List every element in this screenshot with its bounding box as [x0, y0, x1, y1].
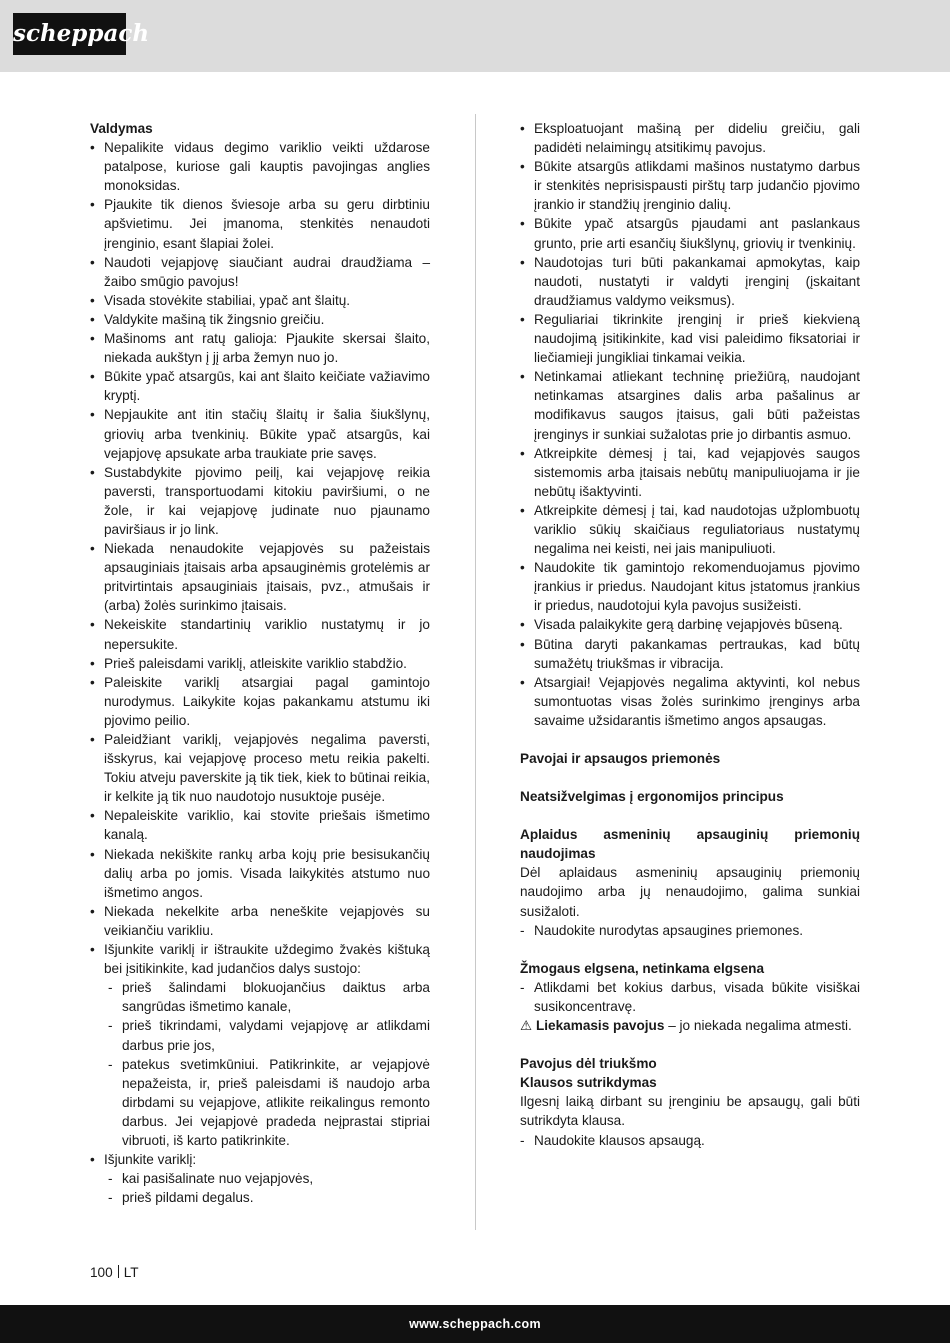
- list-item: • Paleidžiant variklį, vejapjovės negalima paversti, išskyrus, kai vejapjovę proceso metu reikia pakelti. Tokiu atveju paverskite ją tik tiek, kiek to būtinai reikia, ir kelkite ją tik nuo naudotojo nusuktoje pusėje.: [90, 730, 430, 806]
- section-heading-operation: Valdymas: [90, 121, 153, 136]
- residual-risk-text: – jo niekada negalima atmesti.: [664, 1018, 852, 1034]
- behavior-list: [520, 978, 860, 1016]
- list-item: • Atkreipkite dėmesį į tai, kad vejapjovės saugos sistemomis arba įtaisais nebūtų manipuliuojama ir jie nebūtų išaktyvinti.: [520, 444, 860, 501]
- list-item: • Naudoti vejapjovę siaučiant audrai draudžiama – žaibo smūgio pavojus!: [90, 253, 430, 291]
- heading-hazards: Pavojai ir apsaugos priemonės: [520, 751, 721, 766]
- list-item: • Naudotojas turi būti pakankamai apmokytas, kaip naudoti, nustatyti ir valdyti įrenginį (įskaitant draudžiamus valdymo veiksmus).: [520, 253, 860, 310]
- stop-engine-sublist: [104, 978, 430, 1150]
- list-item: • Būkite atsargūs atlikdami mašinos nustatymo darbus ir stenkitės neprisispausti pirštų tarp judančio pjovimo įrankio ir standžių įrenginio dalių.: [520, 157, 860, 214]
- list-item: • Niekada nekelkite arba neneškite vejapjovės su veikiančiu varikliu.: [90, 902, 430, 940]
- list-item: • Visada palaikykite gerą darbinę vejapjovės būseną.: [520, 615, 860, 634]
- engine-off-sublist: [104, 1169, 430, 1207]
- list-item-text: • Išjunkite variklį:: [104, 1152, 197, 1168]
- list-item: • Niekada nekiškite rankų arba kojų prie besisukančių dalių arba po jomis. Visada laikykitės atstumo nuo išmetimo angos.: [90, 845, 430, 902]
- list-item: • Atsargiai! Vejapjovės negalima aktyvinti, kol nebus sumontuotas visas žolės surinkimo įrenginys arba savaime užsidarantis išmetimo angos apsaugas.: [520, 673, 860, 730]
- list-item: • Eksploatuojant mašiną per dideliu greičiu, gali padidėti nelaimingų atsitikimų pavojus.: [520, 119, 860, 157]
- list-item-text: • Išjunkite variklį ir ištraukite uždegimo žvakės kištuką bei įsitikinkite, kad judančios dalys sustojo:: [104, 942, 430, 977]
- sub-list-item: - prieš pildami degalus.: [108, 1188, 430, 1207]
- list-item-engine-off: [90, 1150, 430, 1207]
- scheppach-logo: scheppach: [13, 13, 126, 55]
- header-bar: [0, 0, 950, 72]
- heading-ergonomics: Neatsižvelgimas į ergonomijos principus: [520, 789, 784, 805]
- list-item: • Naudokite tik gamintojo rekomenduojamus pjovimo įrankius ir priedus. Naudojant kitus įstatomus įrankius ir priedus, naudotojui kyla pavojus susižeisti.: [520, 558, 860, 615]
- footer-separator: [118, 1265, 119, 1278]
- list-item: • Reguliariai tikrinkite įrenginį ir prieš kiekvieną naudojimą įsitikinkite, kad visi paleidimo fiksatoriai ir liečiamieji jungikliai tinkamai veikia.: [520, 310, 860, 367]
- list-item: • Prieš paleisdami variklį, atleiskite variklio stabdžio.: [90, 654, 430, 673]
- list-item: • Niekada nenaudokite vejapjovės su pažeistais apsauginiais įtaisais arba apsauginėmis grotelėmis ar pritvirtintais apsauginiais įtaisais, pvz., atmušais ir (arba) žolės surinkimo įtaisais.: [90, 539, 430, 615]
- heading-hearing: Klausos sutrikdymas: [520, 1075, 657, 1091]
- safety-list: [520, 119, 860, 730]
- language-code: LT: [123, 1265, 139, 1280]
- sub-list-item: - kai pasišalinate nuo vejapjovės,: [108, 1169, 430, 1188]
- dash-item: - Naudokite klausos apsaugą.: [520, 1131, 860, 1150]
- sub-list-item: - patekus svetimkūniui. Patikrinkite, ar vejapjovė nepažeista, ir, prieš paleisdami iš naudojo arba dirbdami su vejapjove, atlikite reikalingus remonto darbus. Jei vejapjovė pradeda neįprastai stipriai vibruoti, iš karto patikrinkite.: [108, 1055, 430, 1150]
- list-item: • Nekeiskite standartinių variklio nustatymų ir jo nepersukite.: [90, 615, 430, 653]
- list-item: • Valdykite mašiną tik žingsnio greičiu.: [90, 310, 430, 329]
- heading-noise: Pavojus dėl triukšmo: [520, 1056, 657, 1072]
- left-column: [90, 119, 430, 1207]
- heading-ppe: Aplaidus asmeninių apsauginių priemonių naudojimas: [520, 827, 860, 862]
- noise-list: [520, 1131, 860, 1150]
- list-item: • Nepalikite vidaus degimo variklio veikti uždarose patalpose, kuriose gali kauptis pavojingas anglies monoksidas.: [90, 138, 430, 195]
- list-item: • Nepaleiskite variklio, kai stovite priešais išmetimo kanalą.: [90, 806, 430, 844]
- sub-list-item: - prieš šalindami blokuojančius daiktus arba sangrūdas išmetimo kanale,: [108, 978, 430, 1016]
- list-item: • Būkite ypač atsargūs, kai ant šlaito keičiate važiavimo kryptį.: [90, 367, 430, 405]
- footer-bar: [0, 1305, 950, 1343]
- residual-risk-line: [520, 1016, 860, 1035]
- page-footer: [90, 1265, 139, 1280]
- heading-behavior: Žmogaus elgsena, netinkama elgsena: [520, 960, 765, 976]
- list-item: • Paleiskite variklį atsargiai pagal gamintojo nurodymus. Laikykite kojas pakankamu atstumu iki pjovimo peilio.: [90, 673, 430, 730]
- list-item: • Atkreipkite dėmesį į tai, kad naudotojas užplombuotų variklio sūkių skaičiaus reguliatoriaus nustatymų negalima nei keisti, nei jais manipuliuoti.: [520, 501, 860, 558]
- website-link[interactable]: www.scheppach.com: [409, 1317, 541, 1331]
- paragraph-ppe: Dėl aplaidaus asmeninių apsauginių priemonių naudojimo arba jų nenaudojimo, galima sunkiai susižaloti.: [520, 865, 860, 919]
- ppe-list: [520, 921, 860, 940]
- column-divider: [475, 114, 476, 1230]
- list-item: • Nepjaukite ant itin stačių šlaitų ir šalia šiukšlynų, griovių arba tvenkinių. Būkite ypač atsargūs, kai vejapjovę apsukate arba traukiate prie savęs.: [90, 405, 430, 462]
- operation-list: [90, 138, 430, 1207]
- page-number: 100: [90, 1265, 113, 1280]
- paragraph-noise: Ilgesnį laiką dirbant su įrenginiu be apsaugų, gali būti sutrikdyta klausa.: [520, 1094, 860, 1129]
- list-item: • Būkite ypač atsargūs pjaudami ant paslankaus grunto, prie arti esančių šiukšlynų, griovių ir tvenkinių.: [520, 214, 860, 252]
- list-item: • Mašinoms ant ratų galioja: Pjaukite skersai šlaito, niekada aukštyn į jį arba žemyn nuo jo.: [90, 329, 430, 367]
- residual-risk-label: Liekamasis pavojus: [535, 1018, 665, 1034]
- right-column: [520, 119, 860, 1150]
- list-item: • Visada stovėkite stabiliai, ypač ant šlaitų.: [90, 291, 430, 310]
- list-item: • Pjaukite tik dienos šviesoje arba su geru dirbtiniu apšvietimu. Jei įmanoma, stenkitės nenaudoti įrenginio, esant šlapiai žolei.: [90, 195, 430, 252]
- sub-list-item: - prieš tikrindami, valydami vejapjovę ar atlikdami darbus prie jos,: [108, 1016, 430, 1054]
- list-item: • Netinkamai atliekant techninę priežiūrą, naudojant netinkamas atsargines dalis arba pašalinus ar modifikavus saugos įtaisus, gali būti pažeistas įrenginys ir sunkiai sužalotas prie jo dirbantis asmuo.: [520, 367, 860, 443]
- list-item-stop-engine: [90, 940, 430, 1150]
- dash-item: - Naudokite nurodytas apsaugines priemones.: [520, 921, 860, 940]
- list-item: • Būtina daryti pakankamas pertraukas, kad būtų sumažėtų triukšmas ir vibracija.: [520, 635, 860, 673]
- list-item: • Sustabdykite pjovimo peilį, kai vejapjovę reikia paversti, transportuodami kitokiu paviršiumi, o ne žole, ir kai vejapjovę judinate nuo pjaunamo paviršiaus ir jo link.: [90, 463, 430, 539]
- dash-item: - Atlikdami bet kokius darbus, visada būkite visiškai susikoncentravę.: [520, 978, 860, 1016]
- warning-triangle-icon: ⚠: [520, 1018, 533, 1034]
